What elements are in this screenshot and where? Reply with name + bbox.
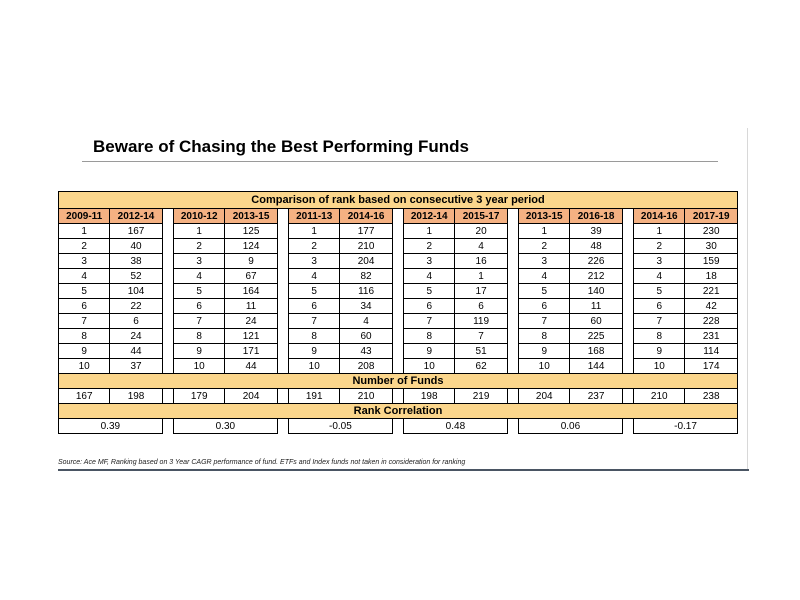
rank-cell: 2 bbox=[174, 239, 225, 254]
column-gap bbox=[507, 254, 518, 269]
later-rank-cell: 159 bbox=[685, 254, 738, 269]
later-rank-cell: 40 bbox=[110, 239, 162, 254]
rank-cell: 3 bbox=[519, 254, 570, 269]
rank-cell: 10 bbox=[519, 359, 570, 374]
column-gap bbox=[392, 254, 403, 269]
later-rank-cell: 48 bbox=[570, 239, 622, 254]
period-header-start: 2013-15 bbox=[519, 209, 570, 224]
column-gap bbox=[277, 389, 288, 404]
rank-cell: 9 bbox=[59, 344, 110, 359]
column-gap bbox=[507, 329, 518, 344]
later-rank-cell: 225 bbox=[570, 329, 622, 344]
rank-cell: 8 bbox=[519, 329, 570, 344]
period-header-start: 2010-12 bbox=[174, 209, 225, 224]
column-gap bbox=[162, 389, 173, 404]
later-rank-cell: 228 bbox=[685, 314, 738, 329]
rank-cell: 5 bbox=[174, 284, 225, 299]
rank-cell: 10 bbox=[59, 359, 110, 374]
rank-cell: 5 bbox=[289, 284, 340, 299]
later-rank-cell: 67 bbox=[225, 269, 277, 284]
later-rank-cell: 144 bbox=[570, 359, 622, 374]
column-gap bbox=[162, 329, 173, 344]
column-gap bbox=[277, 209, 288, 224]
table-row bbox=[59, 269, 738, 284]
later-rank-cell: 82 bbox=[340, 269, 392, 284]
column-gap bbox=[277, 359, 288, 374]
later-rank-cell: 167 bbox=[110, 224, 162, 239]
source-note: Source: Ace MF, Ranking based on 3 Year CAGR performance of fund. ETFs and Index funds not taken in consideration for ranking bbox=[58, 459, 466, 466]
table-title: Comparison of rank based on consecutive 3 year period bbox=[59, 192, 738, 209]
column-gap bbox=[507, 389, 518, 404]
number-of-funds-row bbox=[59, 389, 738, 404]
column-gap bbox=[392, 269, 403, 284]
later-rank-cell: 52 bbox=[110, 269, 162, 284]
column-gap bbox=[392, 329, 403, 344]
column-gap bbox=[162, 359, 173, 374]
rank-cell: 4 bbox=[289, 269, 340, 284]
column-gap bbox=[507, 314, 518, 329]
fund-count-end: 204 bbox=[225, 389, 277, 404]
period-header-end: 2014-16 bbox=[340, 209, 392, 224]
rank-cell: 7 bbox=[519, 314, 570, 329]
column-gap bbox=[392, 284, 403, 299]
rank-cell: 8 bbox=[59, 329, 110, 344]
column-gap bbox=[277, 314, 288, 329]
rank-cell: 1 bbox=[174, 224, 225, 239]
period-header-start: 2011-13 bbox=[289, 209, 340, 224]
column-gap bbox=[622, 224, 633, 239]
fund-count-start: 179 bbox=[174, 389, 225, 404]
number-of-funds-label-row bbox=[59, 374, 738, 389]
rank-cell: 6 bbox=[404, 299, 455, 314]
rank-cell: 2 bbox=[519, 239, 570, 254]
number-of-funds-label: Number of Funds bbox=[59, 374, 738, 389]
rank-correlation-row bbox=[59, 419, 738, 434]
later-rank-cell: 43 bbox=[340, 344, 392, 359]
later-rank-cell: 140 bbox=[570, 284, 622, 299]
rank-cell: 4 bbox=[59, 269, 110, 284]
column-gap bbox=[622, 239, 633, 254]
column-gap bbox=[162, 269, 173, 284]
later-rank-cell: 174 bbox=[685, 359, 738, 374]
later-rank-cell: 18 bbox=[685, 269, 738, 284]
rank-cell: 5 bbox=[59, 284, 110, 299]
period-header-start: 2009-11 bbox=[59, 209, 110, 224]
table-row bbox=[59, 359, 738, 374]
fund-count-end: 238 bbox=[685, 389, 738, 404]
rank-cell: 2 bbox=[289, 239, 340, 254]
column-gap bbox=[162, 284, 173, 299]
slide-right-edge bbox=[747, 128, 748, 470]
period-header-start: 2014-16 bbox=[634, 209, 685, 224]
later-rank-cell: 6 bbox=[110, 314, 162, 329]
later-rank-cell: 9 bbox=[225, 254, 277, 269]
column-gap bbox=[162, 419, 173, 434]
later-rank-cell: 51 bbox=[455, 344, 507, 359]
fund-count-start: 210 bbox=[634, 389, 685, 404]
column-gap bbox=[162, 299, 173, 314]
later-rank-cell: 210 bbox=[340, 239, 392, 254]
column-gap bbox=[392, 359, 403, 374]
column-gap bbox=[162, 224, 173, 239]
rank-cell: 3 bbox=[59, 254, 110, 269]
later-rank-cell: 7 bbox=[455, 329, 507, 344]
rank-comparison-table bbox=[58, 191, 738, 434]
table-title-row bbox=[59, 192, 738, 209]
later-rank-cell: 230 bbox=[685, 224, 738, 239]
rank-cell: 8 bbox=[289, 329, 340, 344]
rank-cell: 8 bbox=[404, 329, 455, 344]
rank-cell: 2 bbox=[634, 239, 685, 254]
rank-cell: 9 bbox=[634, 344, 685, 359]
later-rank-cell: 177 bbox=[340, 224, 392, 239]
later-rank-cell: 17 bbox=[455, 284, 507, 299]
column-gap bbox=[277, 284, 288, 299]
later-rank-cell: 171 bbox=[225, 344, 277, 359]
rank-cell: 9 bbox=[289, 344, 340, 359]
rank-cell: 6 bbox=[634, 299, 685, 314]
later-rank-cell: 116 bbox=[340, 284, 392, 299]
later-rank-cell: 204 bbox=[340, 254, 392, 269]
later-rank-cell: 62 bbox=[455, 359, 507, 374]
later-rank-cell: 104 bbox=[110, 284, 162, 299]
rank-cell: 3 bbox=[289, 254, 340, 269]
table-row bbox=[59, 224, 738, 239]
rank-cell: 4 bbox=[519, 269, 570, 284]
rank-cell: 6 bbox=[289, 299, 340, 314]
table-row bbox=[59, 329, 738, 344]
later-rank-cell: 119 bbox=[455, 314, 507, 329]
column-gap bbox=[392, 209, 403, 224]
column-gap bbox=[162, 209, 173, 224]
later-rank-cell: 164 bbox=[225, 284, 277, 299]
column-gap bbox=[277, 269, 288, 284]
later-rank-cell: 34 bbox=[340, 299, 392, 314]
column-gap bbox=[507, 284, 518, 299]
rank-cell: 1 bbox=[519, 224, 570, 239]
later-rank-cell: 38 bbox=[110, 254, 162, 269]
later-rank-cell: 37 bbox=[110, 359, 162, 374]
later-rank-cell: 125 bbox=[225, 224, 277, 239]
rank-cell: 5 bbox=[634, 284, 685, 299]
later-rank-cell: 39 bbox=[570, 224, 622, 239]
fund-count-start: 198 bbox=[404, 389, 455, 404]
fund-count-start: 204 bbox=[519, 389, 570, 404]
rank-cell: 6 bbox=[519, 299, 570, 314]
column-gap bbox=[277, 299, 288, 314]
period-header-end: 2015-17 bbox=[455, 209, 507, 224]
column-gap bbox=[622, 329, 633, 344]
rank-cell: 8 bbox=[634, 329, 685, 344]
later-rank-cell: 20 bbox=[455, 224, 507, 239]
column-gap bbox=[622, 419, 633, 434]
later-rank-cell: 24 bbox=[225, 314, 277, 329]
column-gap bbox=[507, 299, 518, 314]
table-row bbox=[59, 254, 738, 269]
column-gap bbox=[162, 314, 173, 329]
later-rank-cell: 24 bbox=[110, 329, 162, 344]
rank-cell: 10 bbox=[289, 359, 340, 374]
column-gap bbox=[622, 344, 633, 359]
later-rank-cell: 44 bbox=[110, 344, 162, 359]
column-gap bbox=[507, 419, 518, 434]
column-gap bbox=[507, 269, 518, 284]
column-gap bbox=[392, 344, 403, 359]
column-gap bbox=[622, 254, 633, 269]
rank-correlation-value: 0.30 bbox=[174, 419, 278, 434]
rank-cell: 9 bbox=[404, 344, 455, 359]
later-rank-cell: 4 bbox=[340, 314, 392, 329]
later-rank-cell: 121 bbox=[225, 329, 277, 344]
period-header-end: 2016-18 bbox=[570, 209, 622, 224]
column-gap bbox=[507, 359, 518, 374]
rank-correlation-value: 0.06 bbox=[519, 419, 623, 434]
period-header-end: 2017-19 bbox=[685, 209, 738, 224]
table-row bbox=[59, 314, 738, 329]
title-divider bbox=[82, 161, 718, 162]
rank-cell: 7 bbox=[634, 314, 685, 329]
rank-cell: 9 bbox=[174, 344, 225, 359]
table-row bbox=[59, 344, 738, 359]
column-gap bbox=[392, 299, 403, 314]
column-gap bbox=[392, 389, 403, 404]
rank-cell: 2 bbox=[59, 239, 110, 254]
rank-cell: 7 bbox=[59, 314, 110, 329]
column-gap bbox=[622, 209, 633, 224]
rank-cell: 7 bbox=[174, 314, 225, 329]
later-rank-cell: 231 bbox=[685, 329, 738, 344]
fund-count-start: 191 bbox=[289, 389, 340, 404]
period-header-end: 2012-14 bbox=[110, 209, 162, 224]
later-rank-cell: 208 bbox=[340, 359, 392, 374]
rank-correlation-value: 0.39 bbox=[59, 419, 163, 434]
column-gap bbox=[622, 299, 633, 314]
rank-cell: 7 bbox=[289, 314, 340, 329]
rank-cell: 4 bbox=[404, 269, 455, 284]
rank-cell: 7 bbox=[404, 314, 455, 329]
later-rank-cell: 22 bbox=[110, 299, 162, 314]
column-gap bbox=[507, 239, 518, 254]
later-rank-cell: 4 bbox=[455, 239, 507, 254]
later-rank-cell: 168 bbox=[570, 344, 622, 359]
fund-count-end: 237 bbox=[570, 389, 622, 404]
column-gap bbox=[277, 239, 288, 254]
table-row bbox=[59, 239, 738, 254]
rank-cell: 10 bbox=[634, 359, 685, 374]
rank-correlation-value: 0.48 bbox=[404, 419, 508, 434]
rank-cell: 5 bbox=[519, 284, 570, 299]
column-gap bbox=[162, 344, 173, 359]
fund-count-end: 210 bbox=[340, 389, 392, 404]
rank-cell: 1 bbox=[634, 224, 685, 239]
column-gap bbox=[162, 239, 173, 254]
rank-cell: 10 bbox=[174, 359, 225, 374]
later-rank-cell: 226 bbox=[570, 254, 622, 269]
column-gap bbox=[507, 224, 518, 239]
table-row bbox=[59, 284, 738, 299]
column-gap bbox=[162, 254, 173, 269]
rank-cell: 8 bbox=[174, 329, 225, 344]
later-rank-cell: 11 bbox=[225, 299, 277, 314]
later-rank-cell: 11 bbox=[570, 299, 622, 314]
later-rank-cell: 60 bbox=[340, 329, 392, 344]
slide-bottom-rule bbox=[58, 469, 749, 471]
column-gap bbox=[507, 209, 518, 224]
column-gap bbox=[622, 284, 633, 299]
rank-cell: 3 bbox=[634, 254, 685, 269]
column-gap bbox=[277, 254, 288, 269]
later-rank-cell: 16 bbox=[455, 254, 507, 269]
page-title: Beware of Chasing the Best Performing Funds bbox=[93, 137, 469, 156]
column-gap bbox=[277, 344, 288, 359]
rank-cell: 10 bbox=[404, 359, 455, 374]
rank-cell: 4 bbox=[634, 269, 685, 284]
column-gap bbox=[392, 224, 403, 239]
rank-cell: 1 bbox=[404, 224, 455, 239]
later-rank-cell: 42 bbox=[685, 299, 738, 314]
rank-correlation-value: -0.05 bbox=[289, 419, 393, 434]
period-header-start: 2012-14 bbox=[404, 209, 455, 224]
rank-correlation-label-row bbox=[59, 404, 738, 419]
column-gap bbox=[507, 344, 518, 359]
rank-cell: 1 bbox=[59, 224, 110, 239]
later-rank-cell: 1 bbox=[455, 269, 507, 284]
column-gap bbox=[622, 269, 633, 284]
rank-cell: 1 bbox=[289, 224, 340, 239]
later-rank-cell: 114 bbox=[685, 344, 738, 359]
rank-cell: 4 bbox=[174, 269, 225, 284]
period-header-row bbox=[59, 209, 738, 224]
later-rank-cell: 30 bbox=[685, 239, 738, 254]
rank-cell: 6 bbox=[174, 299, 225, 314]
column-gap bbox=[277, 329, 288, 344]
fund-count-start: 167 bbox=[59, 389, 110, 404]
rank-cell: 3 bbox=[404, 254, 455, 269]
column-gap bbox=[392, 239, 403, 254]
column-gap bbox=[392, 419, 403, 434]
later-rank-cell: 212 bbox=[570, 269, 622, 284]
fund-count-end: 219 bbox=[455, 389, 507, 404]
rank-correlation-label: Rank Correlation bbox=[59, 404, 738, 419]
later-rank-cell: 60 bbox=[570, 314, 622, 329]
rank-cell: 5 bbox=[404, 284, 455, 299]
column-gap bbox=[277, 224, 288, 239]
rank-cell: 9 bbox=[519, 344, 570, 359]
column-gap bbox=[622, 314, 633, 329]
rank-cell: 3 bbox=[174, 254, 225, 269]
column-gap bbox=[277, 419, 288, 434]
period-header-end: 2013-15 bbox=[225, 209, 277, 224]
column-gap bbox=[622, 389, 633, 404]
rank-cell: 2 bbox=[404, 239, 455, 254]
rank-correlation-value: -0.17 bbox=[634, 419, 738, 434]
column-gap bbox=[622, 359, 633, 374]
column-gap bbox=[392, 314, 403, 329]
later-rank-cell: 221 bbox=[685, 284, 738, 299]
later-rank-cell: 6 bbox=[455, 299, 507, 314]
rank-cell: 6 bbox=[59, 299, 110, 314]
fund-count-end: 198 bbox=[110, 389, 162, 404]
table-row bbox=[59, 299, 738, 314]
later-rank-cell: 44 bbox=[225, 359, 277, 374]
later-rank-cell: 124 bbox=[225, 239, 277, 254]
